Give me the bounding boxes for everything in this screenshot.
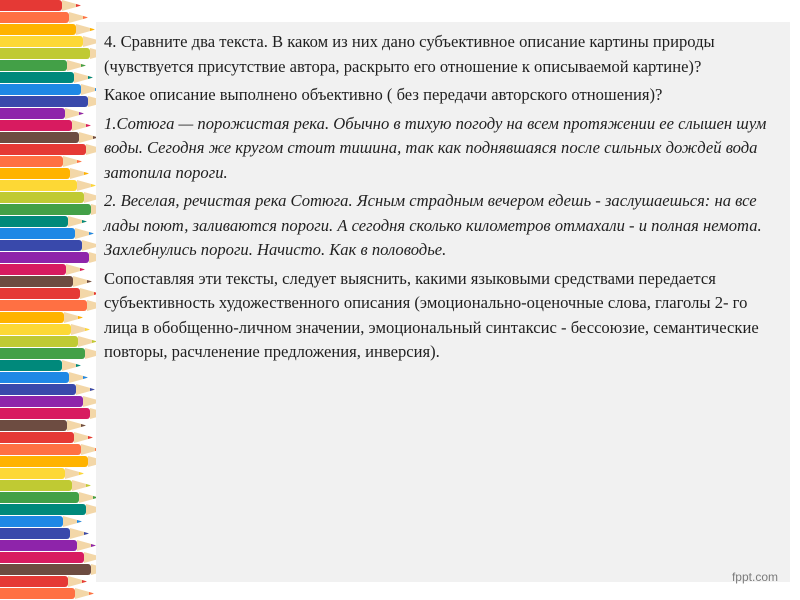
pencil-decoration (0, 36, 83, 47)
pencil-decoration (0, 324, 71, 335)
pencil-decoration (0, 312, 64, 323)
pencil-decoration (0, 384, 76, 395)
pencil-decoration (0, 468, 65, 479)
pencil-decoration (0, 432, 74, 443)
pencil-decoration (0, 180, 77, 191)
pencil-decoration (0, 168, 70, 179)
pencil-decoration (0, 12, 69, 23)
pencil-decoration (0, 204, 91, 215)
pencil-decoration (0, 216, 68, 227)
pencil-decoration (0, 252, 89, 263)
pencil-decoration (0, 372, 69, 383)
pencil-decoration (0, 480, 72, 491)
task-question: 4. Сравните два текста. В каком из них дано субъективное описание картины природы (чувствуется присутствие автора, раскрыто его отношение к описываемой картине)? (104, 32, 715, 76)
pencil-decoration (0, 516, 63, 527)
pencil-border (0, 0, 100, 600)
pencil-decoration (0, 240, 82, 251)
pencil-decoration (0, 192, 84, 203)
pencil-decoration (0, 552, 84, 563)
pencil-decoration (0, 132, 79, 143)
brand-watermark: fppt.com (731, 570, 778, 584)
pencil-decoration (0, 84, 81, 95)
pencil-decoration (0, 540, 77, 551)
task-subquestion: Какое описание выполнено объективно ( без передачи авторского отношения)? (104, 85, 663, 104)
pencil-decoration (0, 528, 70, 539)
pencil-decoration (0, 264, 66, 275)
pencil-decoration (0, 456, 88, 467)
pencil-decoration (0, 276, 73, 287)
pencil-decoration (0, 72, 74, 83)
pencil-decoration (0, 348, 85, 359)
pencil-decoration (0, 108, 65, 119)
pencil-decoration (0, 48, 90, 59)
pencil-decoration (0, 504, 86, 515)
pencil-decoration (0, 96, 88, 107)
slide-body (104, 30, 776, 369)
pencil-decoration (0, 156, 63, 167)
pencil-decoration (0, 144, 86, 155)
text-sample-1: 1.Сотюга — порожистая река. Обычно в тихую погоду на всем протяжении ее слышен шум воды. Сегодня же кругом стоит тишина, так как поднявшаяся после сильных дождей вода затопила пороги. (104, 113, 767, 182)
pencil-decoration (0, 492, 79, 503)
pencil-decoration (0, 120, 72, 131)
pencil-decoration (0, 408, 90, 419)
conclusion-paragraph: Сопоставляя эти тексты, следует выяснить, какими языковыми средствами передается субъективность художественного описания (эмоционально-оценочные слова, глаголы 2- го лица в обобщенно-личном значении, эмоциональный синтаксис - бессоюзие, семантические повторы, расчленение предложения, инверсия). (104, 268, 759, 361)
pencil-decoration (0, 288, 80, 299)
pencil-decoration (0, 564, 91, 575)
pencil-decoration (0, 60, 67, 71)
pencil-decoration (0, 420, 67, 431)
pencil-decoration (0, 444, 81, 455)
pencil-decoration (0, 588, 75, 599)
pencil-decoration (0, 576, 68, 587)
pencil-decoration (0, 300, 87, 311)
pencil-decoration (0, 360, 62, 371)
pencil-decoration (0, 336, 78, 347)
pencil-decoration (0, 0, 62, 11)
pencil-decoration (0, 24, 76, 35)
pencil-decoration (0, 228, 75, 239)
text-sample-2: 2. Веселая, речистая река Сотюга. Ясным страдным вечером едешь - заслушаешься: на все лады поют, заливаются пороги. А сегодня сколько километров отмахали - и полная немота. Захлебнулись пороги. Начисто. Как в половодье. (104, 191, 762, 259)
pencil-decoration (0, 396, 83, 407)
